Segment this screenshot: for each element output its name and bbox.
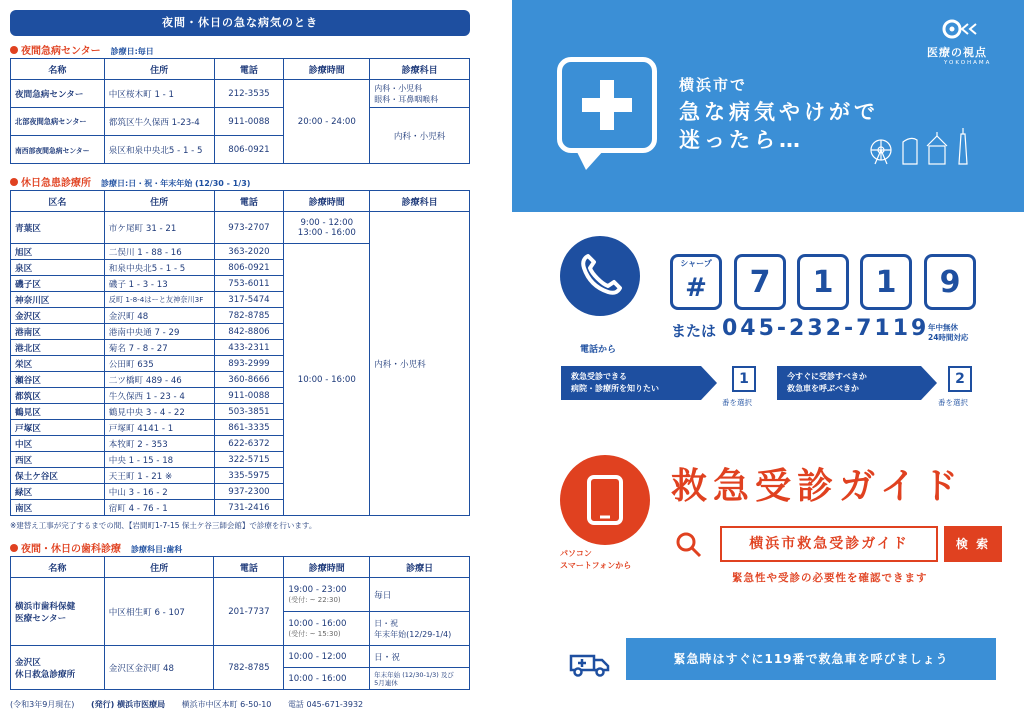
address: 牛久保西 1 - 23 - 4: [104, 388, 214, 404]
dental-table: [10, 556, 470, 690]
address: 都筑区牛久保西 1-23-4: [104, 108, 214, 136]
choice-text: 救急車を呼ぶべきか: [787, 384, 859, 393]
holiday-clinic-table: [10, 190, 470, 516]
hours: [284, 578, 370, 612]
ward-name: 泉区: [11, 260, 105, 276]
phone-number: 360-8666: [214, 372, 284, 388]
facility-name: 夜間急病センター: [11, 80, 105, 108]
ambulance-icon: [568, 648, 612, 678]
ward-name: 保土ケ谷区: [11, 468, 105, 484]
table-row: [11, 108, 470, 136]
key-1: 1: [797, 254, 849, 310]
key-sharp: [670, 254, 722, 310]
table-row: [11, 578, 470, 612]
tablet-circle: [560, 455, 650, 545]
col-header: 電話: [214, 191, 284, 212]
address: 金沢区金沢町 48: [104, 646, 214, 690]
col-header: 名称: [11, 557, 105, 578]
hours: 9:00 - 12:00 13:00 - 16:00: [284, 212, 370, 244]
ward-name: 緑区: [11, 484, 105, 500]
col-header: 診療時間: [284, 557, 370, 578]
section-subtitle: 診療日:毎日: [110, 47, 154, 56]
hours: 20:00 - 24:00: [284, 80, 370, 164]
ward-name: 中区: [11, 436, 105, 452]
key-7: 7: [734, 254, 786, 310]
address: 二俣川 1 - 88 - 16: [104, 244, 214, 260]
phone-number: 911-0088: [214, 108, 284, 136]
tablet-icon: [560, 455, 650, 545]
col-header: 住所: [104, 191, 214, 212]
hours: 10:00 - 16:00: [284, 668, 370, 690]
facility-name: 金沢区 休日救急診療所: [11, 646, 105, 690]
table-row: [11, 80, 470, 108]
address: 中山 3 - 16 - 2: [104, 484, 214, 500]
logo-subtext: YOKOHAMA: [944, 60, 992, 66]
col-header: 診療時間: [284, 59, 370, 80]
col-header: 診療日: [370, 557, 470, 578]
address: 中央 1 - 15 - 18: [104, 452, 214, 468]
phone-number: 937-2300: [214, 484, 284, 500]
facility-name: 北部夜間急病センター: [11, 108, 105, 136]
choice-1-number: 1: [732, 366, 756, 392]
chat-tail: [576, 150, 604, 170]
section-title: 夜間急病センター: [21, 46, 101, 57]
phone-number: 212-3535: [214, 80, 284, 108]
holiday-note: ※建替え工事が完了するまでの間、【岩間町1-7-15 保土ケ谷三師会館】で診療を行います。: [10, 521, 317, 530]
col-header: 名称: [11, 59, 105, 80]
col-header: 診療科目: [370, 59, 470, 80]
table-header: [11, 59, 470, 80]
alt-prefix: または: [671, 322, 717, 340]
phone-number: 806-0921: [214, 136, 284, 164]
footer: [10, 699, 377, 710]
hours: 10:00 - 16:00: [284, 244, 370, 516]
key-9: 9: [924, 254, 976, 310]
hero-line-1: 横浜市で: [679, 76, 748, 94]
phone-number: 753-6011: [214, 276, 284, 292]
hours: 10:00 - 12:00: [284, 646, 370, 668]
footer-phone: 電話 045-671-3932: [287, 700, 364, 709]
phone-icon: [560, 236, 640, 316]
table-header: [11, 557, 470, 578]
address: 戸塚町 4141 - 1: [104, 420, 214, 436]
phone-number: 782-8785: [214, 308, 284, 324]
ward-name: 南区: [11, 500, 105, 516]
phone-number: 363-2020: [214, 244, 284, 260]
facility-name: 南西部夜間急病センター: [11, 136, 105, 164]
search-button[interactable]: 検 索: [944, 526, 1002, 562]
hours: [284, 612, 370, 646]
phone-number: 911-0088: [214, 388, 284, 404]
ward-name: 鶴見区: [11, 404, 105, 420]
phone-number: 782-8785: [214, 646, 284, 690]
logo-mark-icon: [942, 18, 982, 40]
hours-main: 19:00 - 23:00: [288, 584, 347, 595]
days: 日・祝 年末年始(12/29-1/4): [370, 612, 470, 646]
search-input[interactable]: 横浜市救急受診ガイド: [720, 526, 938, 562]
table-row: [11, 646, 470, 668]
alt-phone-number: 045-232-7119: [722, 316, 930, 341]
address: 宿町 4 - 76 - 1: [104, 500, 214, 516]
phone-number: 973-2707: [214, 212, 284, 244]
hero-panel: [512, 0, 1024, 212]
choice-2-number: 2: [948, 366, 972, 392]
phone-number: 731-2416: [214, 500, 284, 516]
phone-number: 335-5975: [214, 468, 284, 484]
phone-number: 622-6372: [214, 436, 284, 452]
section-holiday-clinic: [10, 174, 250, 189]
phone-circle: [560, 236, 640, 316]
facility-name: 横浜市歯科保健 医療センター: [11, 578, 105, 646]
col-header: 電話: [214, 557, 284, 578]
key-1b: 1: [860, 254, 912, 310]
guide-subtitle: 緊急性や受診の必要性を確認できます: [732, 572, 928, 584]
col-header: 区名: [11, 191, 105, 212]
address: 本牧町 2 - 353: [104, 436, 214, 452]
address: 泉区和泉中央北5 - 1 - 5: [104, 136, 214, 164]
key-value: #: [685, 273, 707, 303]
days: 年末年始 (12/30-1/3) 及び 5月連休: [370, 668, 470, 690]
ward-name: 瀬谷区: [11, 372, 105, 388]
ward-name: 磯子区: [11, 276, 105, 292]
col-header: 住所: [104, 557, 214, 578]
address: 鶴見中央 3 - 4 - 22: [104, 404, 214, 420]
bullet-icon: [10, 544, 18, 552]
page-banner: 夜間・休日の急な病気のとき: [10, 10, 470, 36]
table-header: [11, 191, 470, 212]
bullet-icon: [10, 46, 18, 54]
ward-name: 港北区: [11, 340, 105, 356]
phone-number: 503-3851: [214, 404, 284, 420]
phone-number: 322-5715: [214, 452, 284, 468]
address: 港南中央通 7 - 29: [104, 324, 214, 340]
select-label: 番を選択: [938, 398, 968, 407]
col-header: 診療時間: [284, 191, 370, 212]
ward-name: 栄区: [11, 356, 105, 372]
hero-line-3: 迷ったら…: [679, 128, 804, 152]
address: 菊名 7 - 8 - 27: [104, 340, 214, 356]
address: 市ケ尾町 31 - 21: [104, 212, 214, 244]
footer-publisher: (発行) 横浜市医療局: [90, 700, 166, 709]
address: 金沢町 48: [104, 308, 214, 324]
search-icon: [674, 530, 710, 560]
section-subtitle: 診療科目:歯科: [131, 545, 183, 554]
hero-line-2: 急な病気やけがで: [679, 100, 879, 124]
section-night-center: [10, 42, 154, 57]
ward-name: 旭区: [11, 244, 105, 260]
section-title: 夜間・休日の歯科診療: [21, 544, 121, 555]
phone-number: 861-3335: [214, 420, 284, 436]
device-label-2: スマートフォンから: [560, 561, 632, 570]
emergency-banner: 緊急時はすぐに119番で救急車を呼びましょう: [626, 638, 996, 680]
hours-main: 10:00 - 16:00: [288, 618, 347, 629]
choice-1-box: [561, 366, 701, 400]
section-dental: [10, 540, 182, 555]
ward-name: 神奈川区: [11, 292, 105, 308]
address: 和泉中央北5 - 1 - 5: [104, 260, 214, 276]
guide-title: 救急受診ガイド: [671, 466, 964, 507]
col-header: 電話: [214, 59, 284, 80]
ward-name: 青葉区: [11, 212, 105, 244]
hours-label-2: 24時間対応: [928, 333, 969, 342]
department: 内科・小児科 眼科・耳鼻咽喉科: [370, 80, 470, 108]
phone-number: 201-7737: [214, 578, 284, 646]
address: 磯子 1 - 3 - 13: [104, 276, 214, 292]
phone-label: 電話から: [580, 345, 617, 355]
address: 公田町 635: [104, 356, 214, 372]
choice-2-box: [777, 366, 921, 400]
department: 内科・小児科: [370, 108, 470, 164]
phone-number: 842-8806: [214, 324, 284, 340]
hours-sub: (受付: ~ 15:30): [288, 629, 341, 638]
chat-plus-icon: [557, 57, 657, 153]
phone-number: 317-5474: [214, 292, 284, 308]
phone-number: 806-0921: [214, 260, 284, 276]
ward-name: 港南区: [11, 324, 105, 340]
bullet-icon: [10, 178, 18, 186]
department: 内科・小児科: [370, 212, 470, 516]
ward-name: 戸塚区: [11, 420, 105, 436]
table-row: [11, 212, 470, 244]
col-header: 診療科目: [370, 191, 470, 212]
address: 中区相生町 6 - 107: [104, 578, 214, 646]
days: 毎日: [370, 578, 470, 612]
footer-address: 横浜市中区本町 6-50-10: [181, 700, 272, 709]
city-skyline-icon: [867, 128, 977, 166]
section-subtitle: 診療日:日・祝・年末年始 (12/30 - 1/3): [101, 179, 251, 188]
address: 二ツ橋町 489 - 46: [104, 372, 214, 388]
days: 日・祝: [370, 646, 470, 668]
hours-label-1: 年中無休: [928, 323, 958, 332]
section-title: 休日急患診療所: [21, 178, 91, 189]
ward-name: 都筑区: [11, 388, 105, 404]
select-label: 番を選択: [722, 398, 752, 407]
address: 天王町 1 - 21 ※: [104, 468, 214, 484]
footer-date: (令和3年9月現在): [10, 700, 75, 709]
phone-number: 433-2311: [214, 340, 284, 356]
choice-text: 今すぐに受診すべきか: [787, 372, 867, 381]
sharp-label: シャープ: [680, 259, 712, 268]
address: 中区桜木町 1 - 1: [104, 80, 214, 108]
choice-text: 救急受診できる: [571, 372, 627, 381]
ward-name: 西区: [11, 452, 105, 468]
ward-name: 金沢区: [11, 308, 105, 324]
plus-bar: [582, 98, 632, 112]
night-center-table: [10, 58, 470, 164]
device-label-1: パソコン: [560, 549, 592, 558]
phone-number: 893-2999: [214, 356, 284, 372]
address: 反町 1-8-4はーと友神奈川3F: [104, 292, 214, 308]
col-header: 住所: [104, 59, 214, 80]
choice-text: 病院・診療所を知りたい: [571, 384, 659, 393]
hours-sub: (受付: ~ 22:30): [288, 595, 341, 604]
logo-text: 医療の視点: [927, 46, 987, 59]
